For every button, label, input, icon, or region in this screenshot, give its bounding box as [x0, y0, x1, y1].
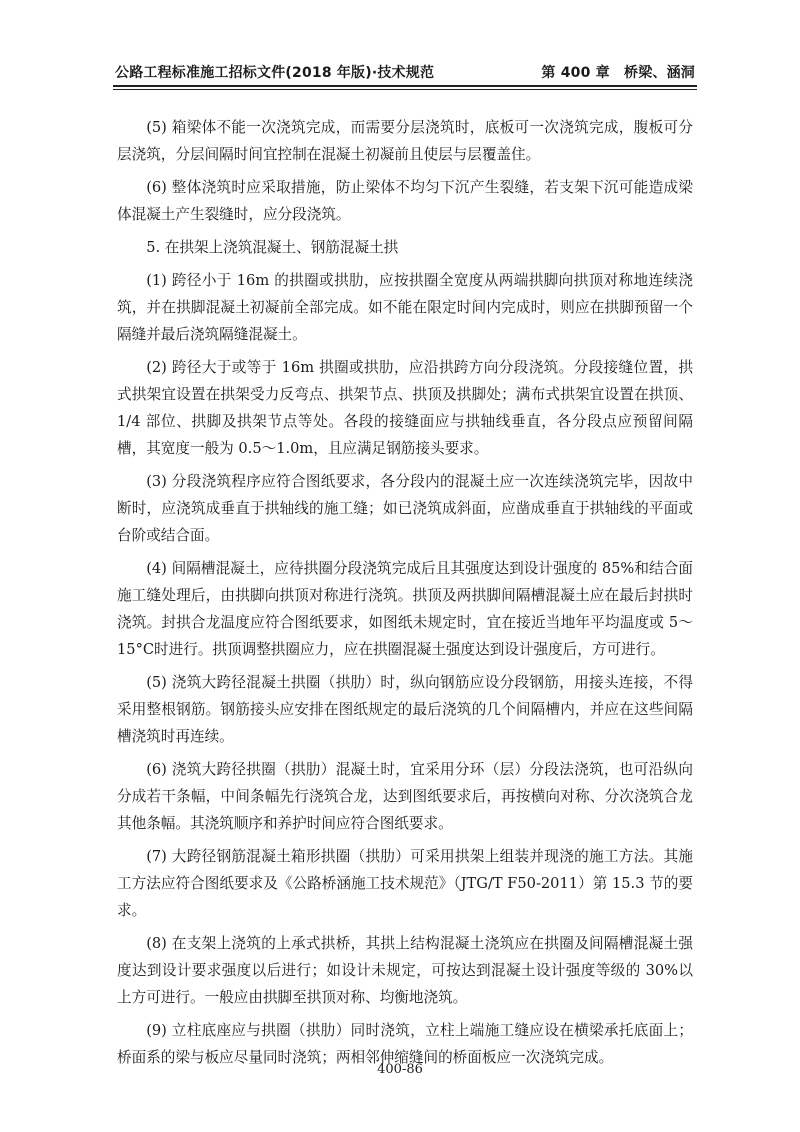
paragraph: (8) 在支架上浇筑的上承式拱桥，其拱上结构混凝土浇筑应在拱圈及间隔槽混凝土强度达到设计要求强度以后进行；如设计未规定，可按达到混凝土设计强度等级的 30%以上方可进行。一般应由拱脚至拱顶对称、均衡地浇筑。: [117, 935, 693, 1006]
paragraph: (6) 整体浇筑时应采取措施，防止梁体不均匀下沉产生裂缝，若支架下沉可能造成梁体混凝土产生裂缝时，应分段浇筑。: [117, 179, 693, 223]
paragraph: (2) 跨径大于或等于 16m 拱圈或拱肋，应沿拱跨方向分段浇筑。分段接缝位置，拱式拱架宜设置在拱架受力反弯点、拱架节点、拱顶及拱脚处；满布式拱架宜设置在拱顶、1/4 部位、拱脚及拱架节点等处。各段的接缝面应与拱轴线垂直，各分段点应预留间隔槽，其宽度一般为 0.5～1.0m，且应满足钢筋接头要求。: [117, 359, 693, 457]
page-header: [115, 58, 695, 82]
section-heading: 5. 在拱架上浇筑混凝土、钢筋混凝土拱: [146, 239, 399, 256]
paragraph: (5) 箱梁体不能一次浇筑完成，而需要分层浇筑时，底板可一次浇筑完成，腹板可分层浇筑，分层间隔时间宜控制在混凝土初凝前且使层与层覆盖住。: [117, 119, 693, 163]
paragraph: (5) 浇筑大跨径混凝土拱圈（拱肋）时，纵向钢筋应设分段钢筋，用接头连接，不得采用整根钢筋。钢筋接头应安排在图纸规定的最后浇筑的几个间隔槽内，并应在这些间隔槽浇筑时再连续。: [117, 674, 693, 745]
paragraph: (1) 跨径小于 16m 的拱圈或拱肋，应按拱圈全宽度从两端拱脚向拱顶对称地连续浇筑，并在拱脚混凝土初凝前全部完成。如不能在限定时间内完成时，则应在拱脚预留一个隔缝并最后浇筑隔缝混凝土。: [117, 272, 693, 343]
paragraph: (9) 立柱底座应与拱圈（拱肋）同时浇筑，立柱上端施工缝应设在横梁承托底面上；桥面系的梁与板应尽量同时浇筑；两相邻伸缩缝间的桥面板应一次浇筑完成。: [117, 1022, 693, 1066]
paragraph: (7) 大跨径钢筋混凝土箱形拱圈（拱肋）可采用拱架上组装并现浇的施工方法。其施工方法应符合图纸要求及《公路桥涵施工技术规范》（JTG/T F50-2011）第 15.3 节的要求。: [117, 848, 693, 919]
page-body: [117, 114, 693, 1077]
page-number: 400-86: [377, 1062, 423, 1077]
header-rule-thin: [113, 89, 697, 90]
paragraph: (3) 分段浇筑程序应符合图纸要求，各分段内的混凝土应一次连续浇筑完毕，因故中断时，应浇筑成垂直于拱轴线的施工缝；如已浇筑成斜面，应凿成垂直于拱轴线的平面或台阶或结合面。: [117, 473, 693, 544]
header-rule-thick: [113, 85, 697, 87]
header-document-title: 公路工程标准施工招标文件(2018 年版)·技术规范: [115, 65, 435, 81]
paragraph: (4) 间隔槽混凝土，应待拱圈分段浇筑完成后且其强度达到设计强度的 85%和结合面施工缝处理后，由拱脚向拱顶对称进行浇筑。拱顶及两拱脚间隔槽混凝土应在最后封拱时浇筑。封拱合龙温度应符合图纸要求，如图纸未规定时，宜在接近当地年平均温度或 5～15°C时进行。拱顶调整拱圈应力，应在拱圈混凝土强度达到设计强度后，方可进行。: [117, 560, 693, 658]
header-chapter-title: 第 400 章 桥梁、涵洞: [541, 65, 695, 81]
paragraph: (6) 浇筑大跨径拱圈（拱肋）混凝土时，宜采用分环（层）分段法浇筑，也可沿纵向分成若干条幅，中间条幅先行浇筑合龙，达到图纸要求后，再按横向对称、分次浇筑合龙其他条幅。其浇筑顺序和养护时间应符合图纸要求。: [117, 761, 693, 832]
